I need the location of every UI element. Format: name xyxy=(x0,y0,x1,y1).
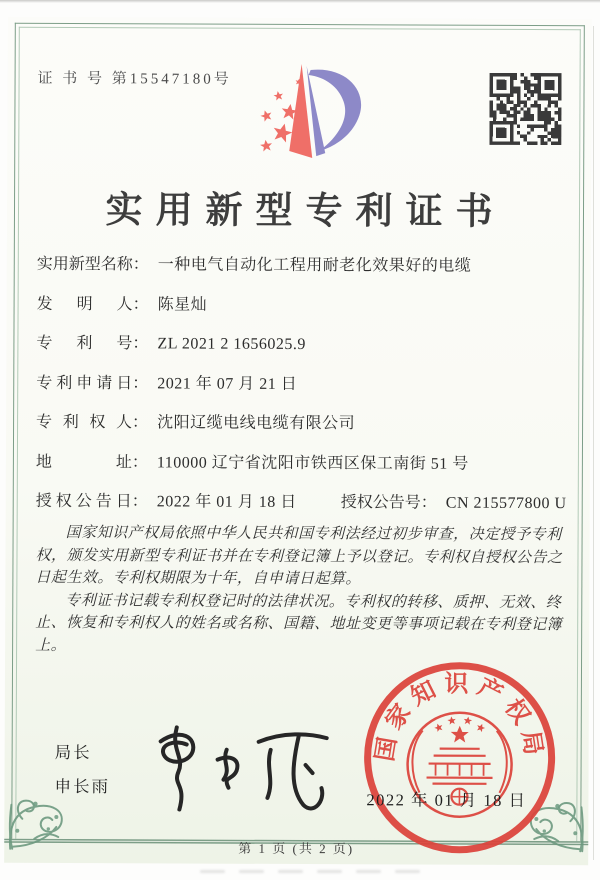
field-patentee: 专利权人： 沈阳辽缆电线电缆有限公司 xyxy=(36,409,566,430)
field-label: 发明人 xyxy=(36,295,133,313)
field-inventor: 发明人： 陈星灿 xyxy=(37,290,567,311)
seal-arc-text: 国家知识产权局 xyxy=(372,671,547,764)
field-value: CN 215577800 U xyxy=(445,494,567,513)
qr-code xyxy=(489,73,561,145)
page-number: 第 1 页 (共 2 页) xyxy=(238,840,355,857)
field-patent-number: 专利号： ZL 2021 2 1656025.9 xyxy=(36,330,566,351)
field-value: 110000 辽宁省沈阳市铁西区保工南街 51 号 xyxy=(156,453,469,473)
field-grant-date-and-number: 授权公告日： 2022 年 01 月 18 日 授权公告号： CN 215577800 U xyxy=(36,488,566,509)
field-value: ZL 2021 2 1656025.9 xyxy=(157,335,306,354)
page-edge-shadow xyxy=(593,26,594,860)
field-label: 授权公告号 xyxy=(340,494,421,512)
field-value: 陈星灿 xyxy=(157,295,208,314)
signer-block xyxy=(54,739,110,807)
field-label: 专利号 xyxy=(36,334,133,353)
field-grant-number: 授权公告号： CN 215577800 U xyxy=(340,494,567,513)
field-value: 2021 年 07 月 21 日 xyxy=(157,374,298,393)
handwritten-signature xyxy=(132,717,342,818)
field-label: 实用新型名称 xyxy=(36,255,133,274)
show-through-marks xyxy=(200,870,420,878)
field-label: 专利申请日 xyxy=(36,374,133,392)
field-utility-model-name: 实用新型名称： 一种电气自动化工程用耐老化效果好的电缆 xyxy=(37,251,567,272)
field-filing-date: 专利申请日： 2021 年 07 月 21 日 xyxy=(36,369,566,390)
field-label: 地址 xyxy=(35,453,132,471)
field-label: 授权公告日 xyxy=(35,492,132,511)
field-label: 专利权人 xyxy=(36,413,133,432)
field-address: 地址： 110000 辽宁省沈阳市铁西区保工南街 51 号 xyxy=(36,448,566,469)
certificate-fields xyxy=(36,251,567,530)
legal-paragraph-2: 专利证书记载专利权登记时的法律状况。专利权的转移、质押、无效、终止、恢复和专利权人的姓名或名称、国籍、地址变更等事项记载在专利登记簿上。 xyxy=(35,592,563,654)
scan-top-edge xyxy=(0,0,600,3)
seal-date: 2022 年 01 月 18 日 xyxy=(366,790,527,811)
certificate-sheet xyxy=(4,17,592,866)
certificate-title: 实用新型专利证书 xyxy=(105,190,506,233)
certificate-number: 证 书 号 第15547180号 xyxy=(37,70,232,88)
field-value: 2022 年 01 月 18 日 xyxy=(156,493,297,511)
cnipa-logo xyxy=(253,58,375,165)
signer-name: 申长雨 xyxy=(54,777,111,797)
field-value: 沈阳辽缆电线电缆有限公司 xyxy=(157,414,356,433)
official-seal xyxy=(356,656,563,863)
signer-title: 局长 xyxy=(54,743,92,763)
legal-paragraph-1: 国家知识产权局依照中华人民共和国专利法经过初步审查，决定授予专利权，颁发实用新型专利证书并在专利登记簿上予以登记。专利权自授权公告之日起生效。专利权期限为十年，自申请日起算。 xyxy=(35,524,563,588)
legal-text xyxy=(35,522,564,659)
field-value: 一种电气自动化工程用耐老化效果好的电缆 xyxy=(157,256,472,275)
